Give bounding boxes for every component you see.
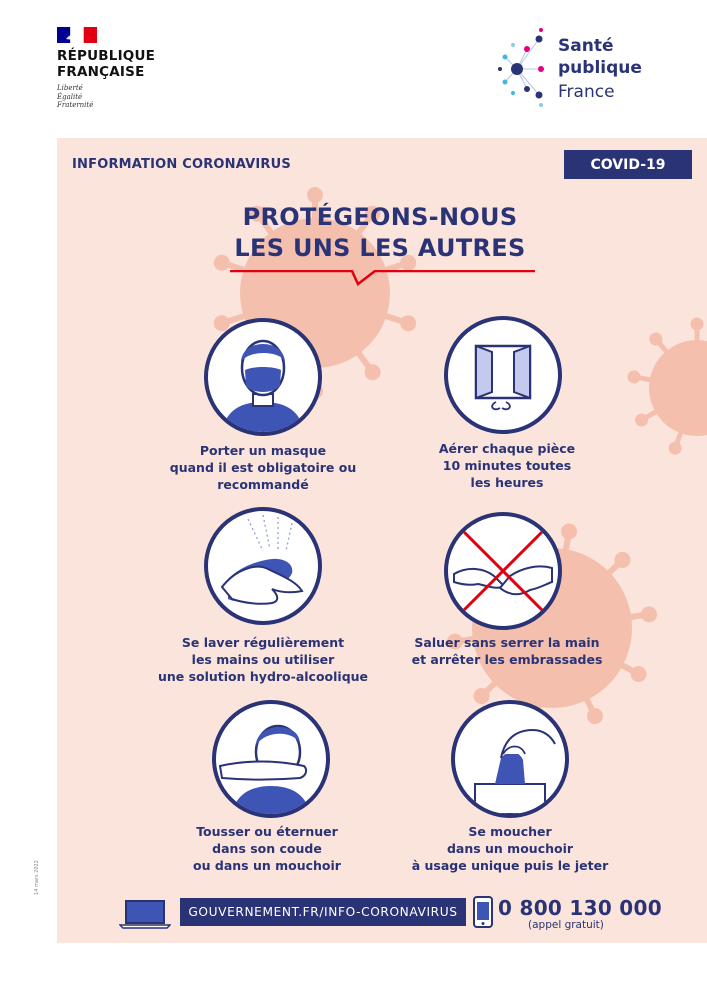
caption-line: les heures (470, 475, 544, 490)
poster-title-line1: PROTÉGEONS-NOUS (242, 203, 518, 231)
motto-fraternite: Fraternité (57, 101, 94, 109)
french-flag-logo (57, 27, 97, 43)
agency-name-line2: publique (558, 58, 642, 78)
caption-line: recommandé (217, 477, 309, 492)
republic-line1: RÉPUBLIQUE (57, 48, 156, 64)
window-icon (444, 316, 562, 434)
hotline-number[interactable]: 0 800 130 000 (498, 896, 662, 920)
mask-icon (204, 318, 322, 436)
gesture-caption-handshake (387, 634, 627, 668)
motto-egalite: Égalité (57, 92, 83, 101)
agency-name-line1: Santé (558, 36, 614, 56)
print-date: 14 mars 2022 (34, 860, 40, 895)
covid-badge: COVID-19 (564, 150, 692, 179)
caption-line: quand il est obligatoire ou (169, 460, 357, 475)
republic-line2: FRANÇAISE (57, 64, 145, 80)
motto-liberte: Liberté (57, 84, 83, 92)
caption-line: Porter un masque (199, 443, 327, 458)
caption-line: une solution hydro-alcoolique (157, 669, 369, 684)
caption-line: les mains ou utiliser (191, 652, 335, 667)
caption-line: Aérer chaque pièce (438, 441, 576, 456)
phone-icon (473, 896, 493, 928)
gesture-caption-handwash (143, 634, 383, 685)
gesture-caption-mask (143, 442, 383, 493)
gesture-caption-tissue (390, 823, 630, 874)
hotline-note: (appel gratuit) (528, 919, 604, 931)
elbow-cough-icon (212, 700, 330, 818)
no-handshake-icon (444, 512, 562, 630)
tissue-icon (451, 700, 569, 818)
caption-line: dans son coude (212, 841, 322, 856)
gesture-caption-window (387, 440, 627, 491)
gesture-caption-cough (147, 823, 387, 874)
caption-line: Tousser ou éternuer (196, 824, 338, 839)
caption-line: dans un mouchoir (446, 841, 574, 856)
info-label: INFORMATION CORONAVIRUS (72, 157, 291, 172)
handwash-icon (204, 507, 322, 625)
laptop-icon (119, 899, 171, 929)
caption-line: Se laver régulièrement (181, 635, 345, 650)
caption-line: à usage unique puis le jeter (411, 858, 609, 873)
caption-line: et arrêter les embrassades (411, 652, 603, 667)
sante-publique-logo-icon (497, 27, 549, 107)
agency-name-line3: France (558, 82, 615, 102)
caption-line: Se moucher (468, 824, 552, 839)
speech-underline-icon (230, 270, 535, 288)
caption-line: Saluer sans serrer la main (414, 635, 600, 650)
caption-line: 10 minutes toutes (442, 458, 572, 473)
website-link[interactable]: GOUVERNEMENT.FR/INFO-CORONAVIRUS (180, 898, 466, 926)
poster-title-line2: LES UNS LES AUTRES (234, 234, 526, 262)
caption-line: ou dans un mouchoir (193, 858, 341, 873)
